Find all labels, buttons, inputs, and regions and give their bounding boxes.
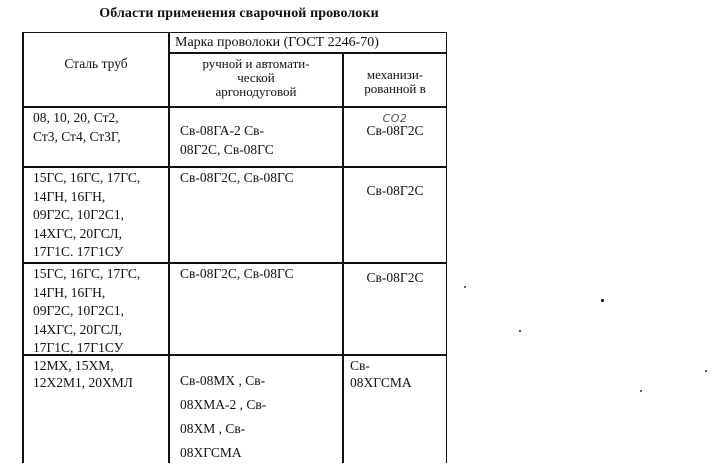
- header-manual-argon: ручной и автомати- ческой аргонодуговой: [202, 56, 310, 99]
- row1-steel: 08, 10, 20, Ст2, Ст3, Ст4, Ст3Г,: [33, 110, 121, 144]
- header-steel: Сталь труб: [64, 56, 128, 71]
- scan-speck: [519, 330, 521, 332]
- header-mechanized-label: механизи- рованной в: [364, 66, 426, 96]
- page-title: Области применения сварочной проволоки: [99, 6, 379, 21]
- row3-manual: Св-08Г2С, Св-08ГС: [180, 266, 294, 281]
- header-wire-brand: Марка проволоки (ГОСТ 2246-70): [175, 35, 379, 50]
- row4-mech: Св- 08ХГСМА: [350, 358, 412, 390]
- row3-steel: 15ГС, 16ГС, 17ГС, 14ГН, 16ГН, 09Г2С, 10Г2С1, 14ХГС, 20ГСЛ, 17Г1С, 17Г1СУ: [33, 266, 141, 355]
- scan-speck: [640, 390, 642, 392]
- row-divider-1: [24, 166, 446, 168]
- header-mechanized: [344, 53, 446, 127]
- scan-speck: [601, 299, 604, 302]
- row-divider-2: [24, 262, 446, 264]
- scan-speck: [464, 286, 466, 288]
- row1-manual: Св-08ГА-2 Св- 08Г2С, Св-08ГС: [180, 123, 274, 157]
- row4-manual: Св-08МХ , Св- 08ХМА-2 , Св- 08ХМ , Св- 08ХГСМА: [180, 373, 267, 460]
- scan-speck: [705, 370, 707, 372]
- header-co2-label: СО2: [382, 112, 408, 125]
- row3-mech: Св-08Г2С: [366, 270, 424, 285]
- row2-manual: Св-08Г2С, Св-08ГС: [180, 170, 294, 185]
- row2-steel: 15ГС, 16ГС, 17ГС, 14ГН, 16ГН, 09Г2С, 10Г2С1, 14ХГС, 20ГСЛ, 17Г1С. 17Г1СУ: [33, 170, 141, 259]
- wire-application-table: [22, 32, 447, 463]
- row1-mech: Св-08Г2С: [366, 123, 424, 138]
- row2-mech: Св-08Г2С: [366, 183, 424, 198]
- row4-steel: 12МХ, 15ХМ, 12Х2М1, 20ХМЛ: [33, 358, 133, 390]
